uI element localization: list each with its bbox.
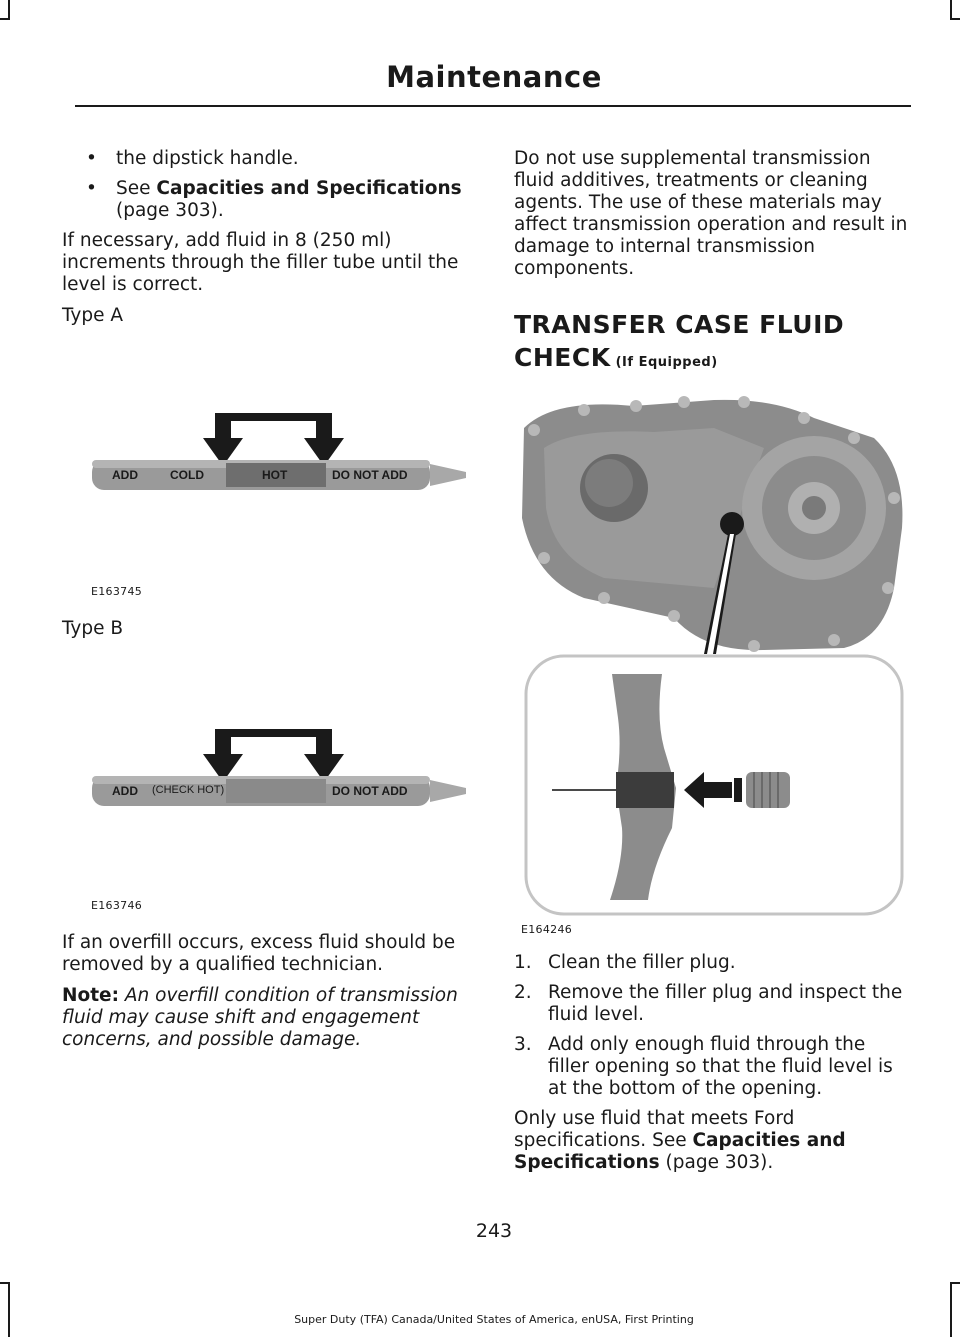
crop-mark-top-right-h	[950, 18, 960, 20]
crop-mark-bottom-right-v	[950, 1282, 952, 1337]
bullet-prefix: See	[116, 178, 157, 199]
section-heading	[514, 308, 912, 379]
type-b-label: Type B	[62, 618, 124, 639]
right-column	[514, 148, 912, 379]
fluid-spec-paragraph	[514, 1108, 912, 1174]
list-item	[514, 1034, 912, 1100]
dipstick-type-b-illustration	[88, 724, 472, 814]
list-item	[514, 982, 912, 1026]
list-item	[514, 952, 912, 974]
figure-id-transfer-case: E164246	[521, 923, 573, 936]
overfill-paragraph: If an overfill occurs, excess fluid should be removed by a qualified technician.	[62, 932, 456, 975]
note-text: An overfill condition of transmission fluid may cause shift and engagement concerns, and possible damage.	[62, 985, 458, 1050]
fluid-spec-suffix: (page 303).	[659, 1152, 774, 1173]
heading-line2: CHECK	[514, 343, 611, 372]
bullet-symbol: •	[86, 148, 97, 169]
figure-id-b: E163746	[91, 899, 143, 912]
page-number: 243	[475, 1220, 513, 1242]
crop-mark-bottom-left-v	[8, 1282, 10, 1337]
dipstick-type-a-illustration	[88, 408, 472, 498]
step-number: 1.	[514, 952, 532, 973]
additives-paragraph: Do not use supplemental transmission fluid additives, treatments or cleaning agents. The use of these materials may affect transmission operation and result in damage to internal transmission components.	[514, 148, 908, 279]
step-number: 3.	[514, 1034, 532, 1055]
label-cold: COLD	[170, 468, 204, 482]
left-column-lower	[62, 932, 482, 1060]
crop-mark-bottom-right-h	[950, 1282, 960, 1284]
add-fluid-paragraph: If necessary, add fluid in 8 (250 ml) increments through the filler tube until the level is correct.	[62, 230, 459, 295]
crop-mark-top-left-v	[8, 0, 10, 20]
type-a-label: Type A	[62, 305, 124, 326]
heading-suffix: (If Equipped)	[610, 355, 718, 370]
crop-mark-top-left-h	[0, 18, 10, 20]
header-divider	[75, 105, 911, 107]
step-text: Clean the filler plug.	[548, 952, 736, 973]
footer-text: Super Duty (TFA) Canada/United States of America, enUSA, First Printing	[294, 1313, 694, 1326]
fluid-spec-prefix: Only use fluid that meets Ford specifications. See	[514, 1108, 795, 1151]
note-paragraph	[62, 985, 482, 1051]
label-add: ADD	[112, 468, 138, 482]
bullet-suffix: (page 303).	[116, 200, 224, 221]
label-do-not-add: DO NOT ADD	[332, 784, 408, 798]
page-title: Maintenance	[386, 60, 602, 94]
capacities-link[interactable]: Capacities and Specifications	[514, 1130, 846, 1173]
step-number: 2.	[514, 982, 532, 1003]
left-column	[62, 148, 482, 336]
figure-id-a: E163745	[91, 585, 143, 598]
list-item	[62, 148, 482, 170]
right-column-lower	[514, 952, 912, 1183]
capacities-link[interactable]: Capacities and Specifications	[156, 178, 462, 199]
label-check-hot: (CHECK HOT)	[152, 784, 225, 796]
crop-mark-top-right-v	[950, 0, 952, 20]
step-text: Remove the filler plug and inspect the fluid level.	[548, 982, 903, 1025]
bullet-symbol: •	[86, 178, 97, 199]
bullet-text: the dipstick handle.	[116, 148, 299, 169]
note-label: Note:	[62, 985, 119, 1006]
step-text: Add only enough fluid through the filler opening so that the fluid level is at the bottom of the opening.	[548, 1034, 893, 1099]
label-add: ADD	[112, 784, 138, 798]
label-do-not-add: DO NOT ADD	[332, 468, 408, 482]
crop-mark-bottom-left-h	[0, 1282, 10, 1284]
list-item	[62, 178, 482, 222]
heading-line1: TRANSFER CASE FLUID	[514, 310, 845, 339]
label-hot: HOT	[262, 468, 288, 482]
transfer-case-illustration	[514, 388, 908, 918]
